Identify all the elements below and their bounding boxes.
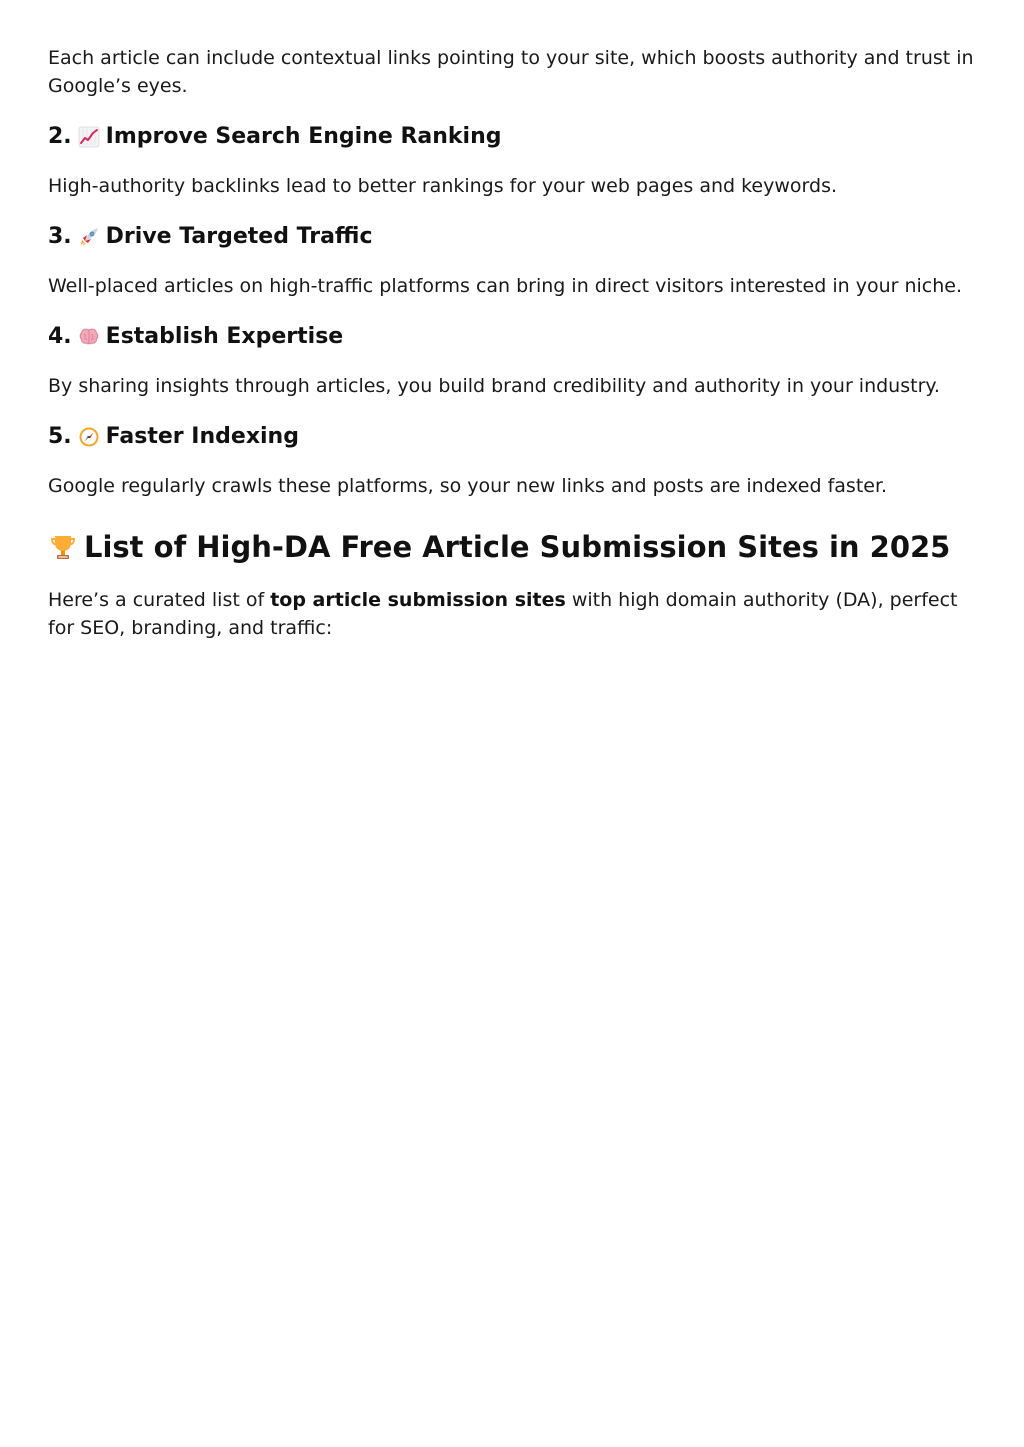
benefit-title: Improve Search Engine Ranking	[105, 124, 502, 149]
lead-text-bold: top article submission sites	[270, 589, 566, 611]
section-heading	[48, 528, 978, 566]
benefit-heading-5	[48, 422, 978, 452]
benefit-description: Google regularly crawls these platforms, so your new links and posts are indexed faster.	[48, 475, 888, 497]
benefit-description: Well-placed articles on high-traffic platforms can bring in direct visitors interested in your niche.	[48, 275, 962, 297]
intro-paragraph: Each article can include contextual links pointing to your site, which boosts authority and trust in Google’s eyes.	[48, 47, 974, 97]
benefit-heading-4	[48, 322, 978, 352]
document-page	[48, 44, 978, 642]
compass-icon	[78, 426, 100, 448]
chart-increasing-icon	[78, 126, 100, 148]
lead-text-start: Here’s a curated list of	[48, 589, 271, 611]
benefit-number: 3.	[48, 224, 72, 249]
benefit-heading-2	[48, 122, 978, 152]
section-lead-paragraph	[48, 586, 978, 642]
trophy-icon	[48, 532, 78, 562]
brain-icon	[78, 326, 100, 348]
section-title: List of High-DA Free Article Submission Sites in 2025	[84, 530, 951, 564]
benefit-number: 4.	[48, 324, 72, 349]
benefit-description: By sharing insights through articles, you build brand credibility and authority in your industry.	[48, 375, 940, 397]
benefit-title: Faster Indexing	[105, 424, 299, 449]
benefit-number: 2.	[48, 124, 72, 149]
rocket-icon	[78, 226, 100, 248]
benefit-heading-3	[48, 222, 978, 252]
lead-text-end: with high domain authority (DA), perfect for SEO, branding, and traffic:	[48, 589, 958, 639]
benefit-title: Establish Expertise	[105, 324, 344, 349]
benefit-description: High-authority backlinks lead to better rankings for your web pages and keywords.	[48, 175, 838, 197]
benefit-number: 5.	[48, 424, 72, 449]
benefit-title: Drive Targeted Traffic	[105, 224, 373, 249]
